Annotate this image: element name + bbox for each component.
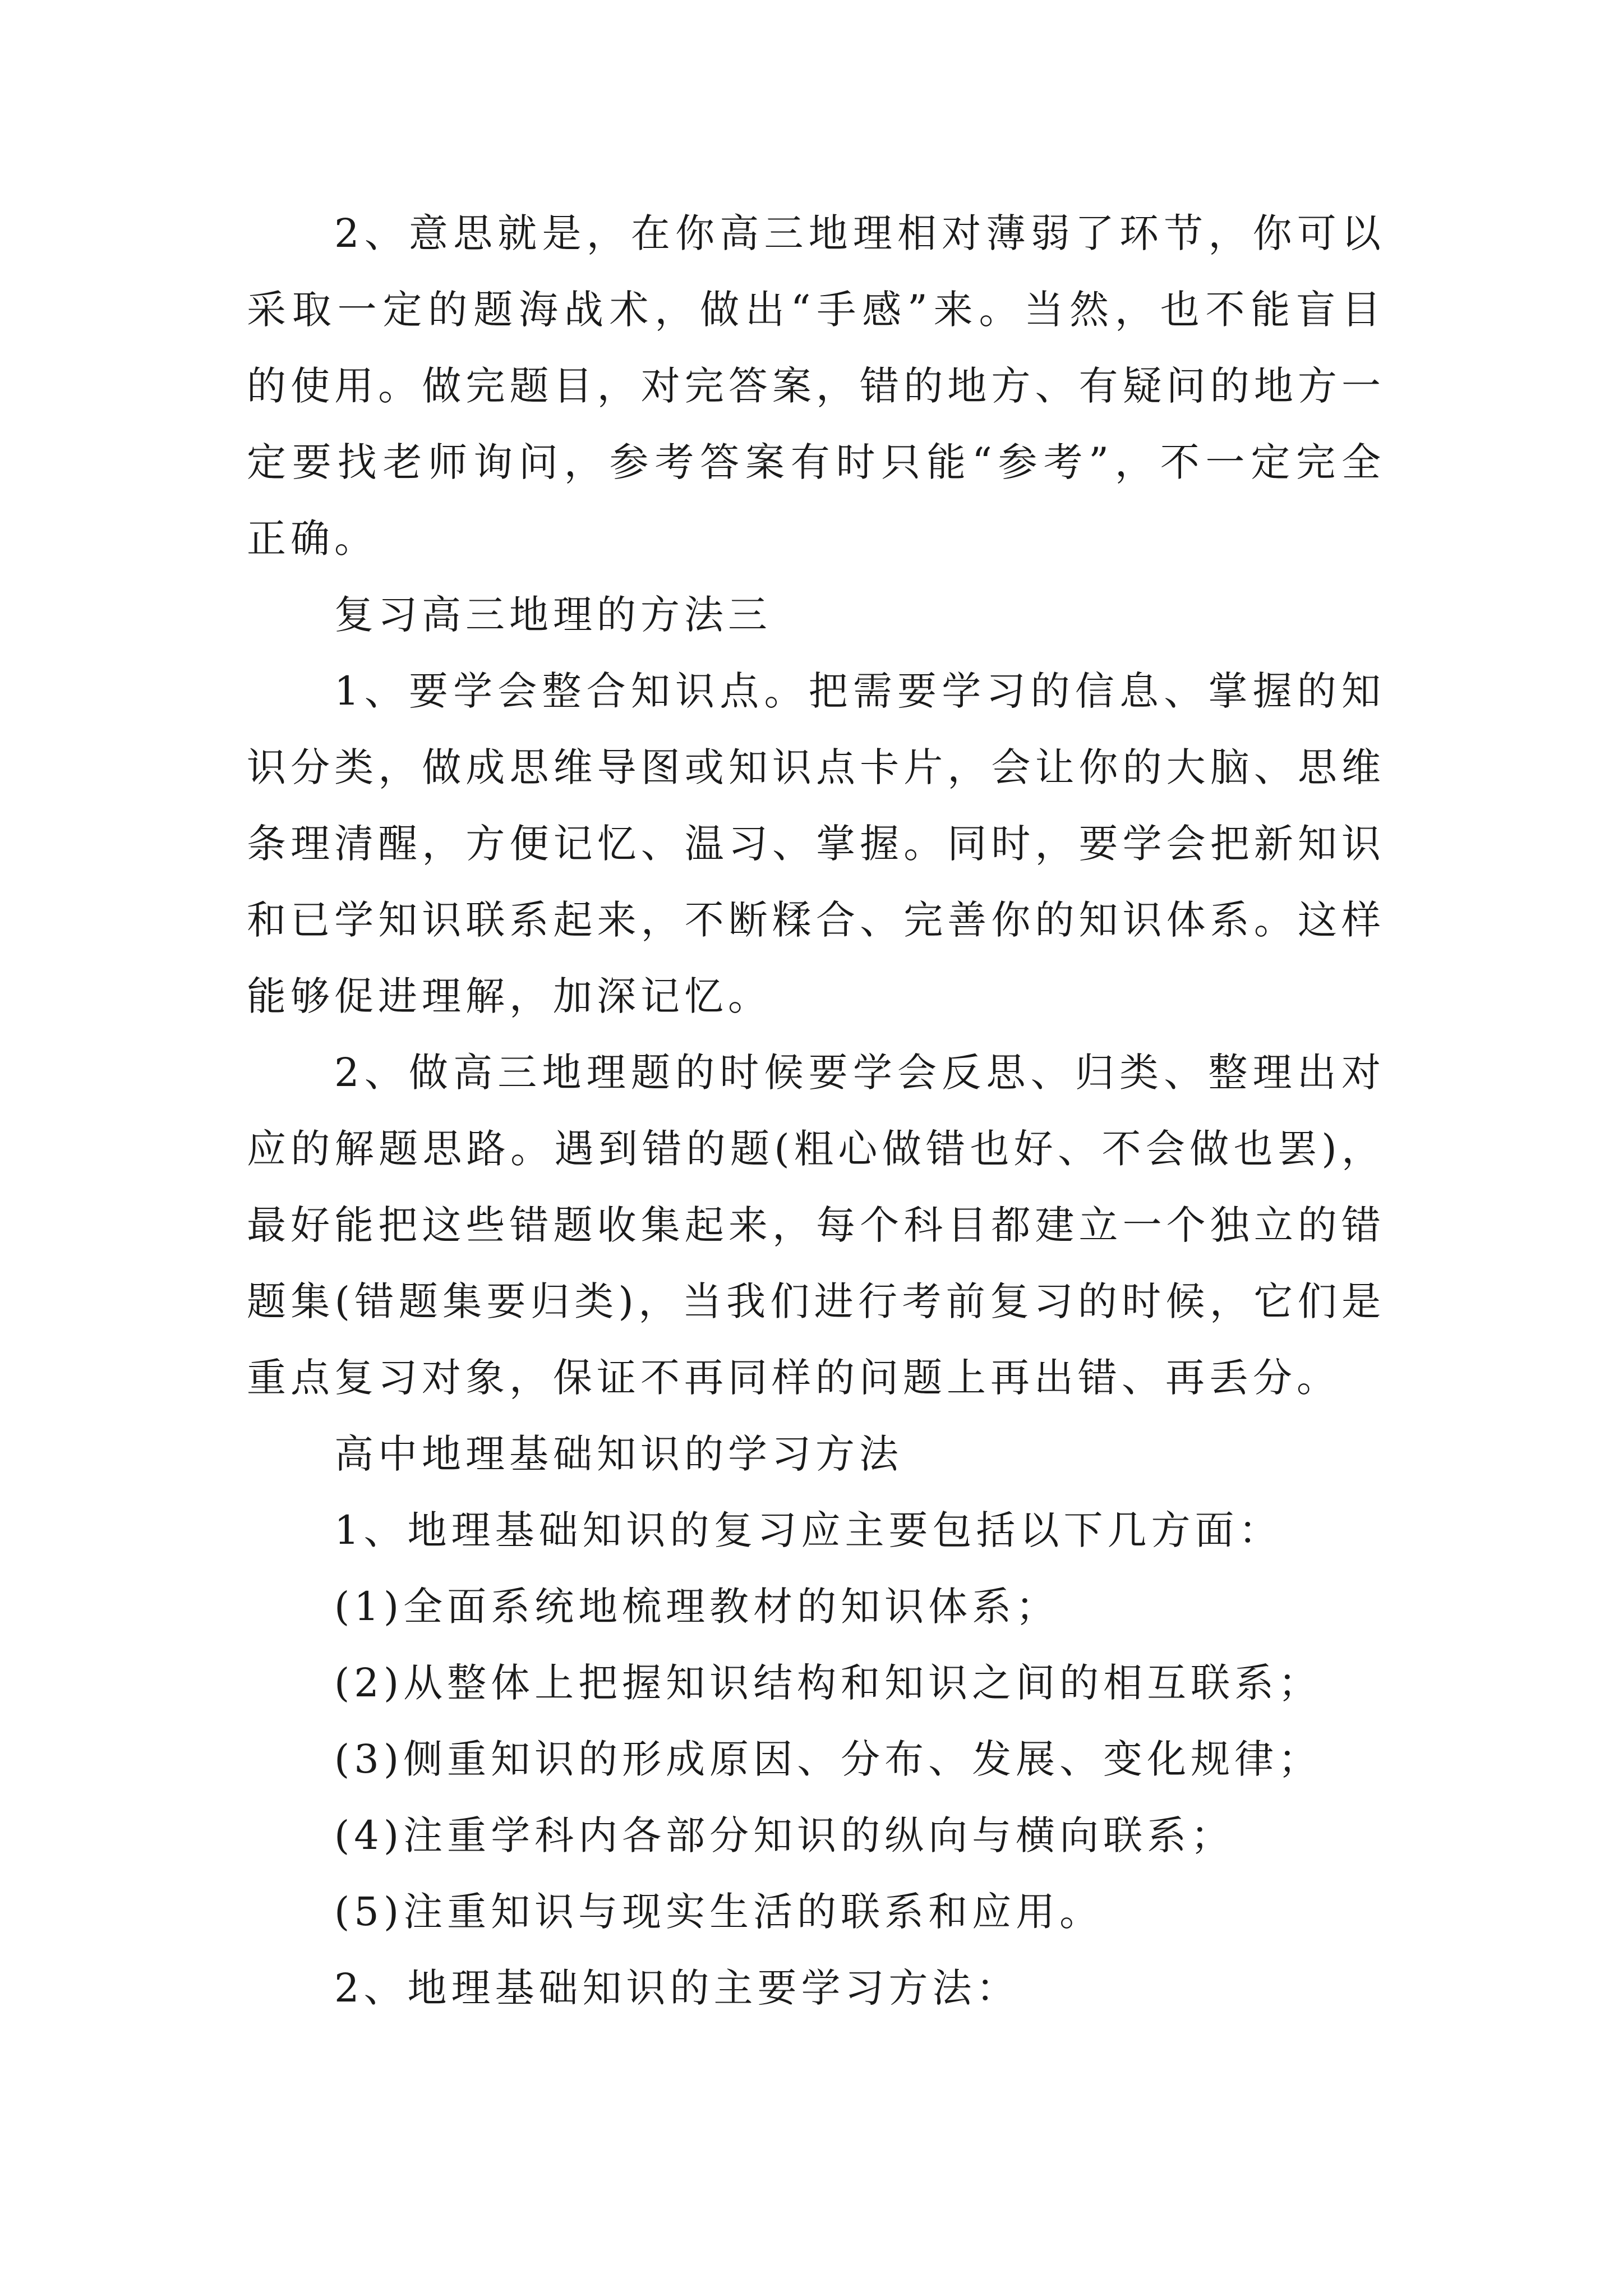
list-item-review-scope: 1、地理基础知识的复习应主要包括以下几方面：: [334, 1507, 1283, 1553]
list-item-main-methods: 2、地理基础知识的主要学习方法：: [334, 1965, 1020, 2011]
list-item-1: (1)全面系统地梳理教材的知识体系；: [334, 1584, 1060, 1630]
paragraph-method-2-detail: 2、意思就是，在你高三地理相对薄弱了环节，你可以采取一定的题海战术，做出“手感”来。当然，也不能盲目的使用。做完题目，对完答案，错的地方、有疑问的地方一定要找老师询问，参考答案有时只能“参考”，不一定完全正确。: [247, 210, 1385, 562]
document-body: [247, 195, 1385, 2026]
paragraph-integrate-knowledge: 1、要学会整合知识点。把需要学习的信息、掌握的知识分类，做成思维导图或知识点卡片，会让你的大脑、思维条理清醒，方便记忆、温习、掌握。同时，要学会把新知识和已学知识联系起来，不断糅合、完善你的知识体系。这样能够促进理解，加深记忆。: [247, 668, 1385, 1019]
list-item-5: (5)注重知识与现实生活的联系和应用。: [334, 1889, 1104, 1935]
list-item-2: (2)从整体上把握知识结构和知识之间的相互联系；: [334, 1660, 1322, 1706]
list-item-4: (4)注重学科内各部分知识的纵向与横向联系；: [334, 1812, 1235, 1858]
heading-basic-knowledge-methods: 高中地理基础知识的学习方法: [334, 1431, 903, 1477]
heading-review-method-3: 复习高三地理的方法三: [334, 592, 772, 638]
list-item-3: (3)侧重知识的形成原因、分布、发展、变化规律；: [334, 1736, 1322, 1782]
paragraph-reflect-classify: 2、做高三地理题的时候要学会反思、归类、整理出对应的解题思路。遇到错的题(粗心做错也好、不会做也罢)，最好能把这些错题收集起来，每个科目都建立一个独立的错题集(错题集要归类)，当我们进行考前复习的时候，它们是重点复习对象，保证不再同样的问题上再出错、再丢分。: [247, 1050, 1385, 1401]
